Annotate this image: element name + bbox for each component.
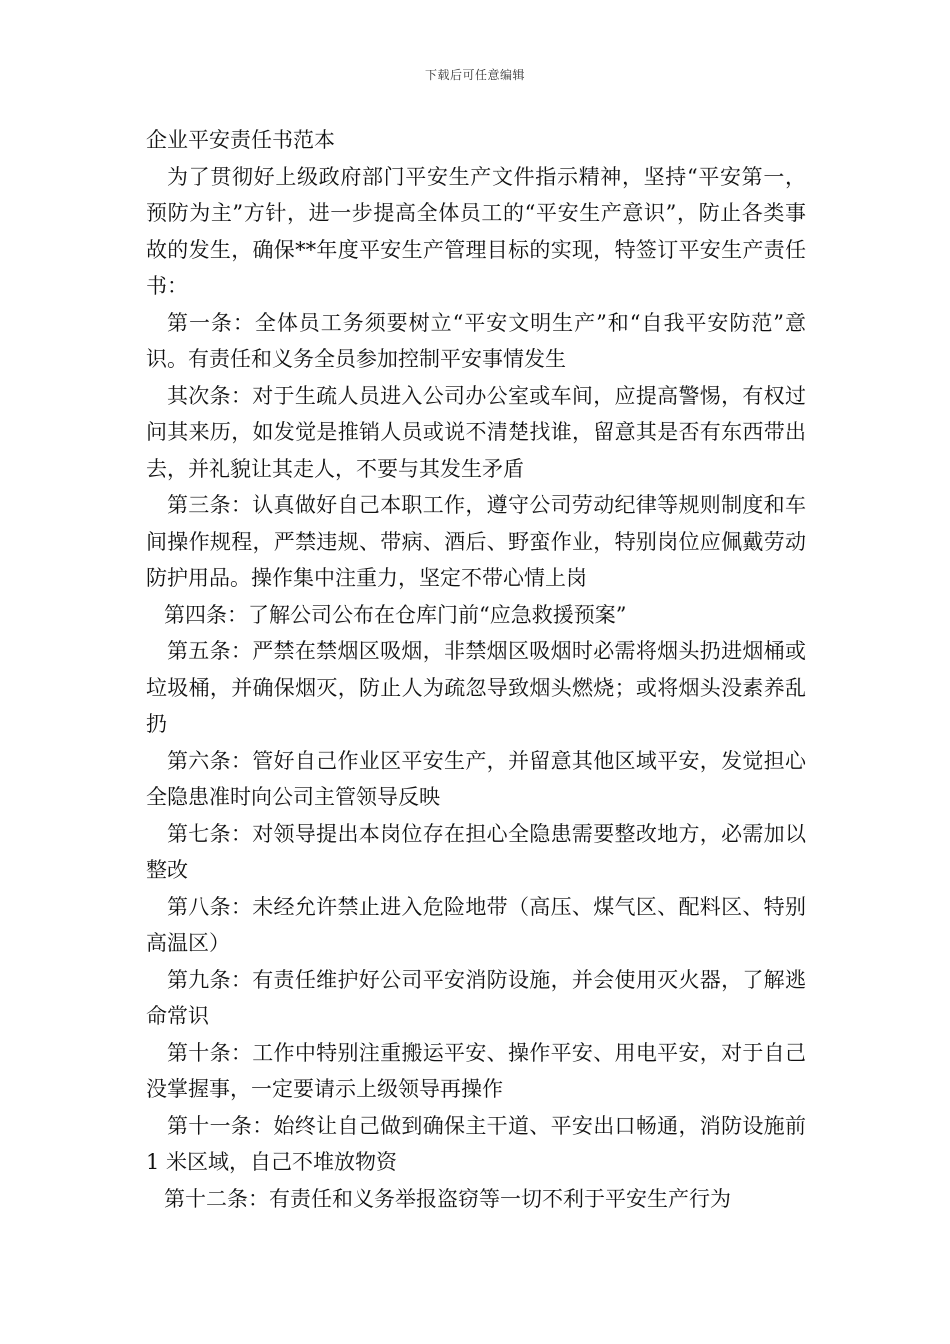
- paragraph-article-10: 第十条：工作中特别注重搬运平安、操作平安、用电平安，对于自己没掌握事，一定要请示上级领导再操作: [146, 1040, 806, 1101]
- paragraph-article-7: 第七条：对领导提出本岗位存在担心全隐患需要整改地方，必需加以整改: [146, 821, 806, 882]
- paragraph-article-1: 第一条：全体员工务须要树立“平安文明生产”和“自我平安防范”意识。有责任和义务全员参加控制平安事情发生: [146, 310, 806, 371]
- paragraph-article-6: 第六条：管好自己作业区平安生产，并留意其他区域平安，发觉担心全隐患准时向公司主管领导反映: [146, 748, 806, 809]
- paragraph-article-12: 第十二条：有责任和义务举报盗窃等一切不利于平安生产行为: [164, 1186, 731, 1211]
- document-body: [146, 122, 806, 1217]
- paragraph-intro: 为了贯彻好上级政府部门平安生产文件指示精神，坚持“平安第一，预防为主”方针，进一步提高全体员工的“平安生产意识”，防止各类事故的发生，确保**年度平安生产管理目标的实现，特签订平安生产责任书：: [146, 164, 806, 298]
- paragraph-article-4: 第四条：了解公司公布在仓库门前“应急救援预案”: [164, 602, 627, 627]
- document-title: 企业平安责任书范本: [146, 128, 335, 152]
- paragraph-article-5: 第五条：严禁在禁烟区吸烟，非禁烟区吸烟时必需将烟头扔进烟桶或垃圾桶，并确保烟灭，防止人为疏忽导致烟头燃烧；或将烟头没素养乱扔: [146, 639, 806, 736]
- paragraph-article-8: 第八条：未经允许禁止进入危险地带（高压、煤气区、配料区、特别高温区）: [146, 894, 806, 955]
- paragraph-article-9: 第九条：有责任维护好公司平安消防设施，并会使用灭火器，了解逃命常识: [146, 967, 806, 1028]
- paragraph-article-2: 其次条：对于生疏人员进入公司办公室或车间，应提高警惕，有权过问其来历，如发觉是推销人员或说不清楚找谁，留意其是否有东西带出去，并礼貌让其走人，不要与其发生矛盾: [146, 383, 806, 481]
- paragraph-article-3: 第三条：认真做好自己本职工作，遵守公司劳动纪律等规则制度和车间操作规程，严禁违规、带病、酒后、野蛮作业，特别岗位应佩戴劳动防护用品。操作集中注重力，坚定不带心情上岗: [146, 493, 806, 590]
- paragraph-article-11: 第十一条：始终让自己做到确保主干道、平安出口畅通，消防设施前 1 米区域，自己不堆放物资: [146, 1113, 806, 1174]
- page-header: 下载后可任意编辑: [424, 68, 525, 82]
